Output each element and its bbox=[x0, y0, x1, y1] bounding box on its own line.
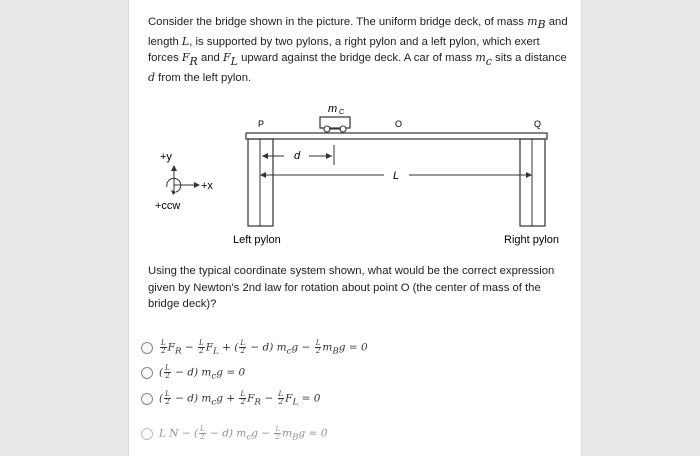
point-o-label: O bbox=[395, 119, 403, 129]
radio-button[interactable] bbox=[141, 367, 153, 379]
car-mass-label: m bbox=[328, 103, 338, 115]
car-icon bbox=[320, 117, 350, 132]
radio-button[interactable] bbox=[141, 428, 153, 440]
distance-d-label: d bbox=[294, 150, 301, 162]
right-pylon-label: Right pylon bbox=[504, 234, 560, 246]
option-2-expression: ( $\frac{L}{2}$ − d) $m_cg = 0$ bbox=[159, 363, 246, 382]
bridge-deck bbox=[246, 133, 547, 139]
option-1-expression: $\frac{L}{2}$ $F_R$ − $\frac{L}{2}$ $F_L$ + ( $\frac{L}{2}$ − d) $m_cg$ − $\frac{L}{2}$ $m_Bg = 0$ bbox=[161, 338, 368, 357]
option-4-expression: L N − ( $\frac{L}{2}$ − d) $m_cg$ − $\frac{L}{2}$ $m_Bg = 0$ bbox=[159, 424, 328, 443]
answer-option-1[interactable] bbox=[141, 337, 368, 359]
option-3-expression: ( $\frac{L}{2}$ − d) $m_cg$ + $\frac{L}{2}$ $F_R$ − $\frac{L}{2}$ $F_L = 0$ bbox=[159, 389, 321, 408]
answer-option-2[interactable] bbox=[141, 362, 245, 384]
svg-text:C: C bbox=[339, 109, 345, 116]
left-pylon-label: Left pylon bbox=[233, 234, 281, 246]
radio-button[interactable] bbox=[141, 342, 153, 354]
question-text: Consider the bridge shown in the picture. The uniform bridge deck, of mass $m_B$ and length L, is supported by two pylons, a right pylon and a left pylon, which exert forces $F_R$ and $F_L$ upward against the bridge deck. A car of mass $m_c$ sits a distance d from the left pylon. bbox=[148, 15, 568, 85]
prompt-text: Using the typical coordinate system shown, what would be the correct expression given by Newton's 2nd law for rotation about point O (the center of mass of the bridge deck)? bbox=[148, 265, 555, 311]
answer-option-3[interactable] bbox=[141, 388, 320, 410]
radio-button[interactable] bbox=[141, 393, 153, 405]
answer-option-4[interactable] bbox=[141, 423, 327, 445]
point-q-label: Q bbox=[534, 119, 542, 129]
bridge-diagram bbox=[129, 95, 581, 255]
question-card bbox=[128, 0, 582, 456]
axis-y-label: +y bbox=[160, 151, 172, 163]
ccw-label: +ccw bbox=[155, 200, 181, 212]
point-p-label: P bbox=[258, 119, 265, 129]
right-pylon bbox=[520, 139, 545, 226]
axis-x-label: +x bbox=[201, 180, 213, 192]
length-l-label: L bbox=[393, 170, 400, 182]
coordinate-axes-icon bbox=[167, 165, 200, 195]
